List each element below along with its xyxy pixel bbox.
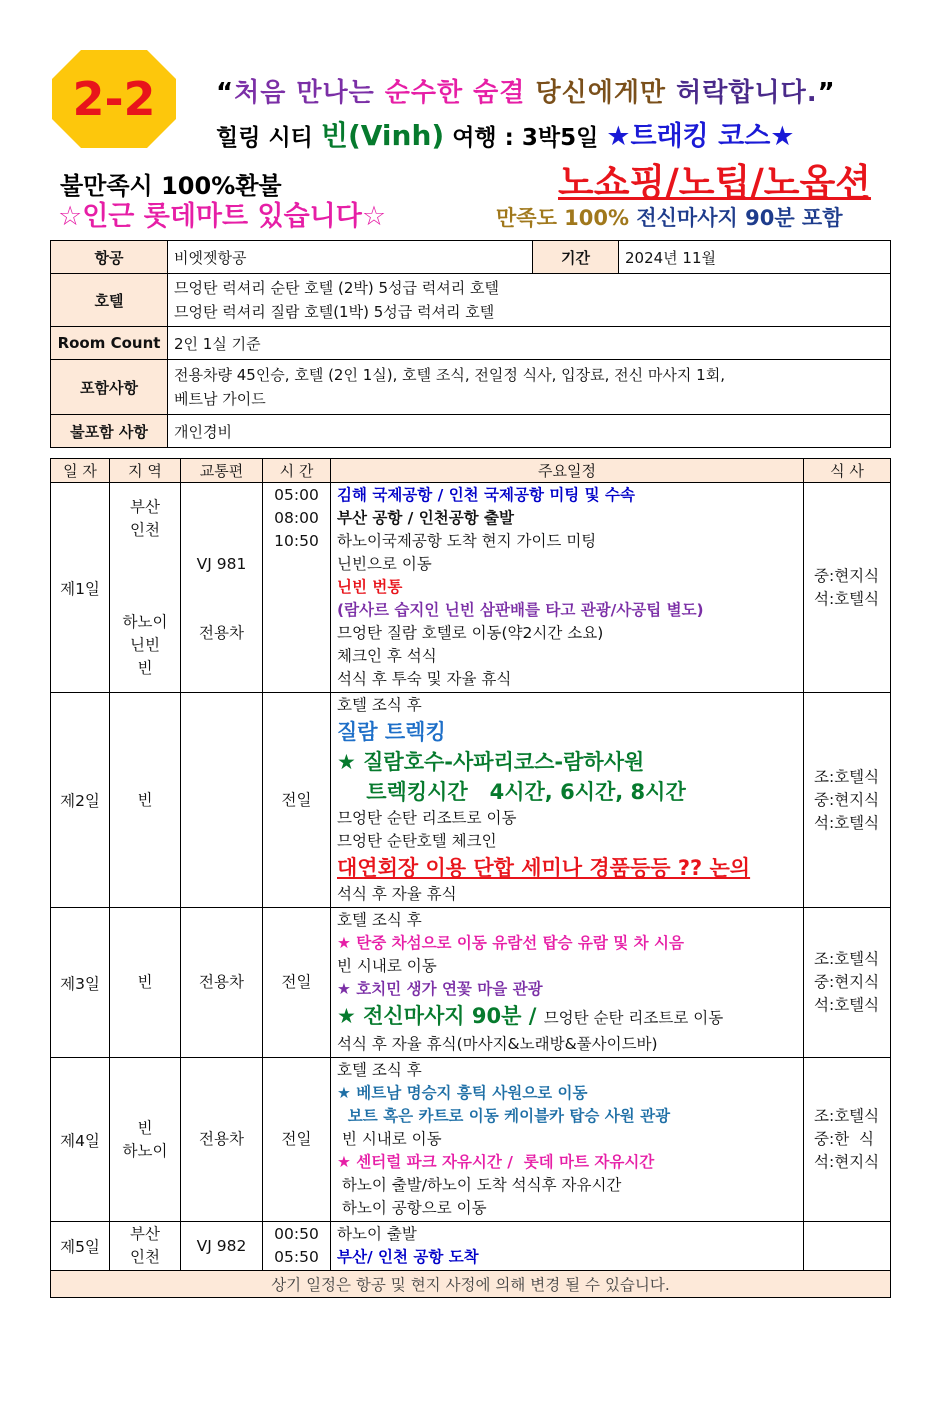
schedule-header-row [51,459,891,483]
region-cell [110,483,181,693]
itinerary-text: 므엉탄 순탄호텔 체크인 [337,832,497,850]
day-row [51,693,891,908]
transport-line [187,576,256,599]
time-cell [263,693,331,908]
column-header: 주요일정 [331,459,804,483]
headline-segment: 빈(Vinh) [320,119,445,152]
time-cell [263,1058,331,1222]
meal-line: 석:호텔식 [814,996,880,1014]
meal-cell [804,1058,891,1222]
footer-row [51,1271,891,1298]
itinerary-text: 호텔 조식 후 [337,1061,422,1079]
region-cell [110,908,181,1058]
itinerary-item [337,1128,797,1151]
region-line: 빈 [137,658,153,677]
headline-segment: 90분 포함 [745,206,843,230]
itinerary-text: ★ 질람호수-사파리코스-람하사원 [337,750,645,774]
itinerary-text: 대연회장 이용 단합 세미나 경품등등 ?? 논의 [337,856,751,880]
headline-segment: 만족도 100% [496,206,637,230]
itinerary-tail: 므엉탄 순탄 리조트로 이동 [543,1009,724,1027]
meal-cell [804,908,891,1058]
itinerary-item [337,747,797,777]
room-value: 2인 1실 기준 [168,327,891,360]
massage-notice [496,202,843,232]
column-header: 교통편 [181,459,263,483]
no-shopping-notice: 노쇼핑/노팁/노옵션 [558,161,871,204]
itinerary-text: 하노이국제공항 도착 현지 가이드 미팅 [337,532,597,550]
headline-segment: 순수한 숨결 [384,78,536,108]
time-line: 05:00 [274,486,319,504]
itinerary-item [337,883,797,906]
itinerary-item [337,530,797,553]
headline-segment: 허락합니다. [676,78,818,108]
excluded-value: 개인경비 [168,415,891,448]
day-row [51,1222,891,1271]
course-number-badge [52,50,176,148]
time-line: 05:50 [274,1248,319,1266]
meal-cell [804,693,891,908]
transport-line: 전용차 [199,624,244,642]
itinerary-item [337,853,797,883]
lotte-mart-notice: ☆인근 롯데마트 있습니다☆ [58,201,387,232]
day-label: 제3일 [51,908,110,1058]
headline-segment: ” [817,78,836,108]
column-header: 시 간 [263,459,331,483]
itinerary-item [337,1059,797,1082]
region-line: 닌빈 [130,635,160,654]
itinerary-text: 하노이 출발/하노이 도착 석식후 자유시간 [337,1176,622,1194]
itinerary-item [337,978,797,1001]
region-line: 인천 [130,520,160,539]
meal-cell [804,1222,891,1271]
time-line: 08:00 [274,509,319,527]
day-row [51,483,891,693]
region-line: 하노이 [122,1141,168,1160]
meal-line: 석:호텔식 [814,589,880,608]
region-line [116,565,174,588]
meal-line: 석:현지식 [814,1153,880,1171]
itinerary-text: ★ 전신마사지 90분 / [337,1004,544,1028]
region-cell [110,693,181,908]
itinerary-item [337,668,797,691]
schedule-body [51,459,891,1298]
itinerary-text: 므엉탄 순탄 리조트로 이동 [337,809,517,827]
region-line: 부산 [130,1225,160,1243]
itinerary-text: 빈 시내로 이동 [337,957,437,975]
region-line: 하노이 [122,612,168,631]
itinerary-text: 하노이 공항으로 이동 [337,1199,487,1217]
meal-line: 석:호텔식 [814,813,880,832]
itinerary-text: 질람 트렉킹 [337,720,446,744]
time-line: 00:50 [274,1225,319,1243]
time-line: 전일 [281,790,312,809]
itinerary-cell [331,483,804,693]
transport-cell [181,483,263,693]
included-line: 전용차량 45인승, 호텔 (2인 1실), 호텔 조식, 전일정 식사, 입장료, 전신 마사지 1회, [174,366,725,384]
included-line: 베트남 가이드 [174,390,266,408]
itinerary-text: 하노이 출발 [337,1225,417,1243]
column-header: 지 역 [110,459,181,483]
region-line: 빈 [137,790,153,809]
headline-segment: 전신마사지 [636,206,746,230]
hotel-label: 호텔 [51,274,168,327]
itinerary-item [337,1223,797,1246]
meal-line: 중:현지식 [814,566,880,585]
transport-cell [181,1058,263,1222]
meal-cell [804,483,891,693]
itinerary-text: 석식 후 자율 휴식 [337,885,457,903]
column-header: 일 자 [51,459,110,483]
transport-cell [181,693,263,908]
column-header: 식 사 [804,459,891,483]
meal-line: 중:현지식 [814,790,880,809]
transport-line [187,599,256,622]
region-line: 빈 [137,973,153,991]
itinerary-text: ★ 탄중 차섬으로 이동 유람선 탑승 유람 및 차 시음 [337,934,684,952]
included-value [168,360,891,415]
itinerary-text: 므엉탄 질람 호텔로 이동(약2시간 소요) [337,624,604,642]
itinerary-item [337,1033,797,1056]
itinerary-text: 체크인 후 석식 [337,647,437,665]
headline-segment: 당신에게만 [535,78,677,108]
itinerary-item [337,553,797,576]
badge-label: 2-2 [72,72,156,126]
itinerary-text: (람사르 습지인 닌빈 삼판배를 타고 관광/사공팁 별도) [337,601,704,619]
time-cell [263,1222,331,1271]
time-line: 10:50 [274,532,319,550]
itinerary-item [337,599,797,622]
meal-line: 중:한 식 [814,1130,874,1148]
period-value: 2024년 11월 [619,241,891,274]
itinerary-text: ★ 호치민 생가 연꽃 마을 관광 [337,980,543,998]
excluded-row [51,415,891,448]
time-cell [263,908,331,1058]
day-label: 제1일 [51,483,110,693]
airline-label: 항공 [51,241,168,274]
itinerary-item [337,1001,797,1033]
itinerary-item [337,955,797,978]
airline-value: 비엣젯항공 [168,241,533,274]
transport-cell [181,908,263,1058]
itinerary-cell [331,1058,804,1222]
region-cell [110,1222,181,1271]
day-label: 제4일 [51,1058,110,1222]
itinerary-item [337,909,797,932]
included-row [51,360,891,415]
itinerary-item [337,1082,797,1105]
region-line [116,588,174,611]
transport-line [187,530,256,553]
headline-segment: 힐링 시티 [216,125,321,151]
itinerary-text: ★ 베트남 명승지 흥틱 사원으로 이동 [337,1084,588,1102]
itinerary-text: 부산 공항 / 인천공항 출발 [337,509,514,527]
itinerary-cell [331,1222,804,1271]
itinerary-text: 석식 후 자율 휴식(마사지&노래방&풀사이드바) [337,1035,658,1053]
itinerary-text: 빈 시내로 이동 [337,1130,442,1148]
itinerary-text: 부산/ 인천 공항 도착 [337,1248,479,1266]
itinerary-item [337,507,797,530]
region-line: 인천 [130,1248,160,1266]
itinerary-cell [331,908,804,1058]
region-cell [110,1058,181,1222]
transport-line: VJ 981 [196,555,247,573]
transport-cell [181,1222,263,1271]
headline-segment: 여행 : 3박5일 [444,125,607,151]
headline-segment: ★트래킹 코스★ [606,121,795,152]
region-line [116,542,174,565]
itinerary-item [337,576,797,599]
time-line: 전일 [281,1130,312,1148]
meal-line: 중:현지식 [814,973,880,991]
transport-line: 전용차 [199,973,244,991]
region-line: 부산 [130,497,160,516]
hotel-line: 므엉탄 럭셔리 순탄 호텔 (2박) 5성급 럭셔리 호텔 [174,279,499,297]
room-row [51,327,891,360]
itinerary-item [337,645,797,668]
itinerary-text: ★ 센터럴 파크 자유시간 / 롯데 마트 자유시간 [337,1153,655,1171]
transport-line: VJ 982 [196,1236,247,1255]
day-label: 제2일 [51,693,110,908]
day-row [51,1058,891,1222]
itinerary-item [337,807,797,830]
itinerary-item [337,1151,797,1174]
footer-note: 상기 일정은 항공 및 현지 사정에 의해 변경 될 수 있습니다. [51,1271,891,1298]
itinerary-item [337,1174,797,1197]
excluded-label: 불포함 사항 [51,415,168,448]
itinerary-text: 호텔 조식 후 [337,696,422,714]
itinerary-item [337,694,797,717]
day-row [51,908,891,1058]
info-table [50,240,891,448]
region-line: 빈 [137,1118,153,1137]
itinerary-text: 김해 국제공항 / 인천 국제공항 미팅 및 수속 [337,486,635,504]
refund-notice: 불만족시 100%환불 [60,172,282,200]
transport-line: 전용차 [199,1130,244,1148]
tagline [216,72,836,109]
itinerary-item [337,484,797,507]
schedule-table [50,458,891,1298]
headline-segment: 처음 만나는 [234,78,385,108]
period-label: 기간 [533,241,619,274]
itinerary-item [337,1246,797,1269]
itinerary-item [337,622,797,645]
included-label: 포함사항 [51,360,168,415]
meal-line: 조:호텔식 [814,767,880,786]
itinerary-cell [331,693,804,908]
day-label: 제5일 [51,1222,110,1271]
room-label: Room Count [51,327,168,360]
itinerary-text: 닌빈으로 이동 [337,555,432,573]
itinerary-text: 호텔 조식 후 [337,911,422,929]
hotel-value [168,274,891,327]
itinerary-item [337,830,797,853]
itinerary-item [337,1105,797,1128]
itinerary-item [337,932,797,955]
time-cell [263,483,331,693]
itinerary-text: 석식 후 투숙 및 자율 휴식 [337,670,512,688]
airline-row [51,241,891,274]
itinerary-item [337,777,797,807]
itinerary-text: 보트 혹은 카트로 이동 케이블카 탑승 사원 관광 [337,1107,671,1125]
itinerary-item [337,717,797,747]
time-line: 전일 [281,973,312,991]
itinerary-text: 닌빈 번통 [337,578,403,596]
trip-title [216,114,795,154]
itinerary-item [337,1197,797,1220]
hotel-row [51,274,891,327]
itinerary-text: 트렉킹시간 4시간, 6시간, 8시간 [337,780,686,804]
hotel-line: 므엉탄 럭셔리 질람 호텔(1박) 5성급 럭셔리 호텔 [174,303,495,321]
headline-segment: “ [216,78,235,108]
meal-line: 조:호텔식 [814,1107,880,1125]
meal-line: 조:호텔식 [814,950,880,968]
